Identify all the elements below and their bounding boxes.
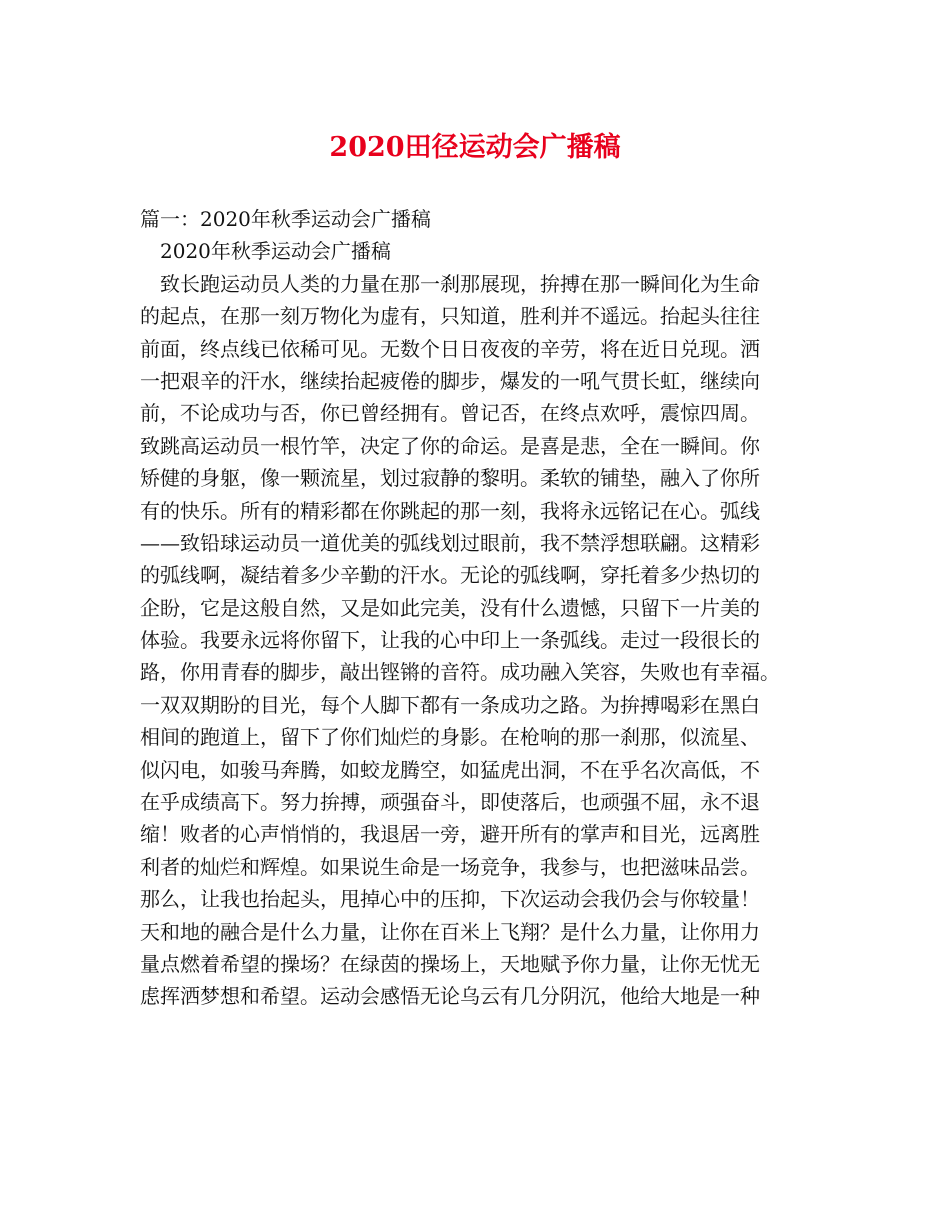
text-line: 似闪电，如骏马奔腾，如蛟龙腾空，如猛虎出洞，不在乎名次高低，不 bbox=[140, 757, 760, 782]
text-line: 虑挥洒梦想和希望。运动会感悟无论乌云有几分阴沉，他给大地是一种 bbox=[140, 984, 760, 1009]
text-line: 的弧线啊，凝结着多少辛勤的汗水。无论的弧线啊，穿托着多少热切的 bbox=[140, 563, 760, 588]
text-line: 缩！败者的心声悄悄的，我退居一旁，避开所有的掌声和目光，远离胜 bbox=[140, 822, 760, 847]
text-line: 路，你用青春的脚步，敲出铿锵的音符。成功融入笑容，失败也有幸福。 bbox=[140, 660, 780, 685]
text-line: 前面，终点线已依稀可见。无数个日日夜夜的辛劳，将在近日兑现。洒 bbox=[140, 336, 760, 361]
text-line: 致跳高运动员一根竹竿，决定了你的命运。是喜是悲，全在一瞬间。你 bbox=[140, 433, 760, 458]
text-line: 相间的跑道上，留下了你们灿烂的身影。在枪响的那一刹那，似流星、 bbox=[140, 725, 760, 750]
text-line: 在乎成绩高下。努力拚搏，顽强奋斗，即使落后，也顽强不屈，永不退 bbox=[140, 790, 760, 815]
text-line: 企盼，它是这般自然，又是如此完美，没有什么遗憾，只留下一片美的 bbox=[140, 595, 760, 620]
document-title: 2020田径运动会广播稿 bbox=[329, 132, 621, 163]
text-line: 那么，让我也抬起头，甩掉心中的压抑，下次运动会我仍会与你较量！ bbox=[140, 887, 760, 912]
text-line: 篇一：2020年秋季运动会广播稿 bbox=[140, 207, 431, 231]
text-line: 利者的灿烂和辉煌。如果说生命是一场竞争，我参与，也把滋味品尝。 bbox=[140, 854, 760, 879]
text-line: 天和地的融合是什么力量，让你在百米上飞翔？是什么力量，让你用力 bbox=[140, 919, 760, 944]
text-line: 量点燃着希望的操场？在绿茵的操场上，天地赋予你力量，让你无忧无 bbox=[140, 951, 760, 976]
text-line: 2020年秋季运动会广播稿 bbox=[160, 239, 391, 264]
text-line: 矫健的身躯，像一颗流星，划过寂静的黎明。柔软的铺垫，融入了你所 bbox=[140, 466, 760, 491]
text-line: 前，不论成功与否，你已曾经拥有。曾记否，在终点欢呼，震惊四周。 bbox=[140, 401, 760, 426]
text-line: 一双双期盼的目光，每个人脚下都有一条成功之路。为拚搏喝彩在黑白 bbox=[140, 692, 760, 717]
text-line: ——致铅球运动员一道优美的弧线划过眼前，我不禁浮想联翩。这精彩 bbox=[140, 530, 760, 555]
text-line: 致长跑运动员人类的力量在那一刹那展现，拚搏在那一瞬间化为生命 bbox=[160, 271, 760, 296]
text-line: 的起点，在那一刻万物化为虚有，只知道，胜利并不遥远。抬起头往往 bbox=[140, 304, 760, 329]
document-body bbox=[140, 203, 820, 1013]
text-line: 体验。我要永远将你留下，让我的心中印上一条弧线。走过一段很长的 bbox=[140, 628, 760, 653]
text-line: 有的快乐。所有的精彩都在你跳起的那一刻，我将永远铭记在心。弧线 bbox=[140, 498, 760, 523]
text-line: 一把艰辛的汗水，继续抬起疲倦的脚步，爆发的一吼气贯长虹，继续向 bbox=[140, 368, 760, 393]
